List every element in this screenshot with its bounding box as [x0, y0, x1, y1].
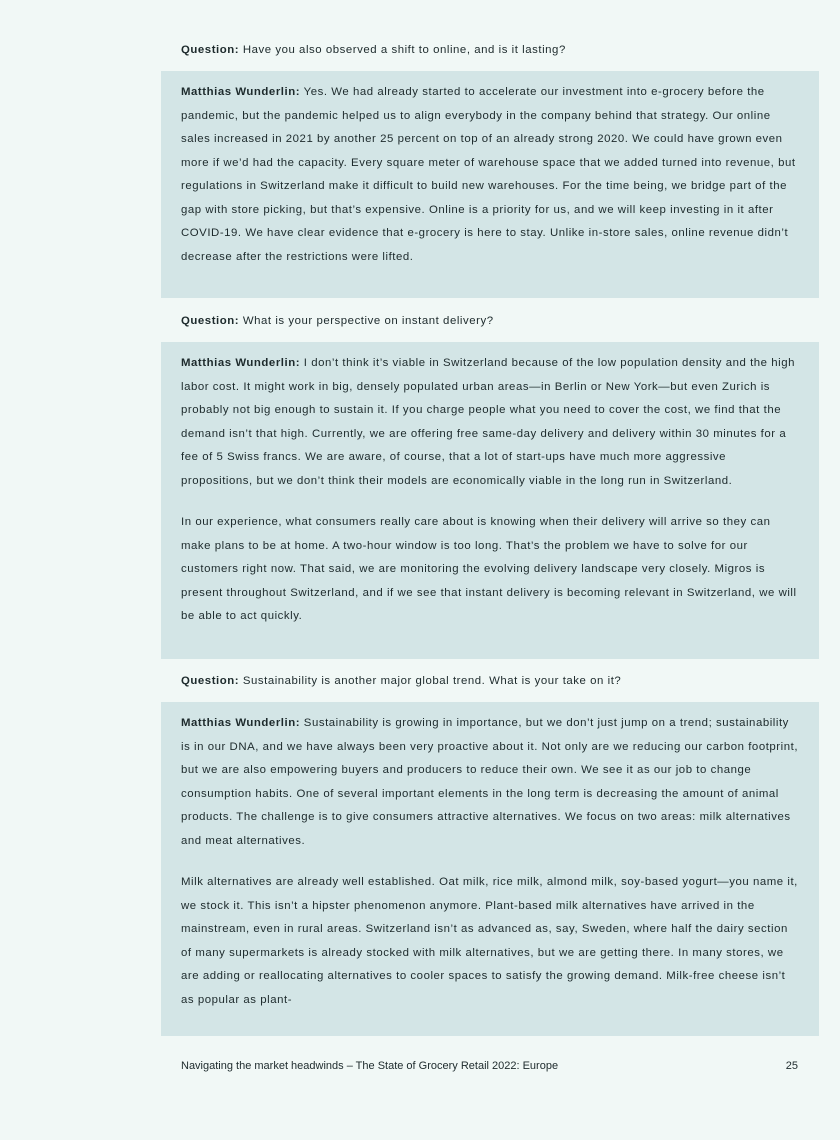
question-text: Have you also observed a shift to online, and is it lasting?	[239, 44, 566, 56]
answer-text: Sustainability is growing in importance, but we don’t just jump on a trend; sustainability is in our DNA, and we have always been very proactive about it. Not only are we reducing our carbon footprint, but we are also empowering buyers and producers to reduce their own. We see it as our job to change consumption habits. One of several important elements in the long term is decreasing the amount of animal products. The challenge is to give consumers attractive alternatives. We focus on two areas: milk alternatives and meat alternatives.	[181, 717, 799, 847]
answer-text: Yes. We had already started to accelerate our investment into e-grocery before the pandemic, but the pandemic helped us to align everybody in the company behind that strategy. Our online sales increased in 2021 by another 25 percent on top of an already strong 2020. We could have grown even more if we’d had the capacity. Every square meter of warehouse space that we added turned into revenue, but regulations in Switzerland make it difficult to build new warehouses. For the time being, we bridge part of the gap with store picking, but that’s expensive. Online is a priority for us, and we will keep investing in it after COVID-19. We have clear evidence that e-grocery is here to stay. Unlike in-store sales, online revenue didn’t decrease after the restrictions were lifted.	[181, 86, 796, 263]
page-number: 25	[785, 1060, 798, 1072]
page-footer	[181, 1060, 798, 1072]
answer-speaker: Matthias Wunderlin:	[181, 717, 301, 729]
question-text: What is your perspective on instant delivery?	[239, 315, 494, 327]
answer-paragraph	[181, 352, 799, 493]
answer-paragraph: In our experience, what consumers really care about is knowing when their delivery will arrive so they can make plans to be at home. A two-hour window is too long. That’s the problem we have to solve for our customers right now. That said, we are monitoring the evolving delivery landscape very closely. Migros is present throughout Switzerland, and if we see that instant delivery is becoming relevant in Switzerland, we will be able to act quickly.	[181, 516, 797, 622]
answer-speaker: Matthias Wunderlin:	[181, 357, 301, 369]
footer-title: Navigating the market headwinds – The State of Grocery Retail 2022: Europe	[181, 1060, 559, 1072]
answer-box-1	[161, 71, 819, 298]
question-label: Question:	[181, 315, 240, 327]
answer-paragraph	[181, 712, 799, 853]
answer-paragraph: Milk alternatives are already well established. Oat milk, rice milk, almond milk, soy-based yogurt—you name it, we stock it. This isn’t a hipster phenomenon anymore. Plant-based milk alternatives have arrived in the mainstream, even in rural areas. Switzerland isn’t as advanced as, say, Sweden, where half the dairy section of many supermarkets is already stocked with milk alternatives, but we are getting there. In many stores, we are adding or reallocating alternatives to cooler spaces to satisfy the growing demand. Milk-free cheese isn’t as popular as plant-	[181, 876, 798, 1006]
answer-text: I don’t think it’s viable in Switzerland because of the low population density and the high labor cost. It might work in big, densely populated urban areas—in Berlin or New York—but even Zurich is probably not big enough to sustain it. If you charge people what you need to cover the cost, we find that the demand isn’t that high. Currently, we are offering free same-day delivery and delivery within 30 minutes for a fee of 5 Swiss francs. We are aware, of course, that a lot of start-ups have much more aggressive propositions, but we don’t think their models are economically viable in the long run in Switzerland.	[181, 357, 795, 487]
question-1	[181, 39, 801, 63]
answer-paragraph	[181, 81, 799, 269]
answer-box-3	[161, 702, 819, 1036]
question-label: Question:	[181, 44, 240, 56]
question-3	[181, 670, 801, 694]
question-label: Question:	[181, 675, 240, 687]
question-text: Sustainability is another major global trend. What is your take on it?	[239, 675, 622, 687]
answer-speaker: Matthias Wunderlin:	[181, 86, 301, 98]
question-2	[181, 310, 801, 334]
answer-box-2	[161, 342, 819, 659]
